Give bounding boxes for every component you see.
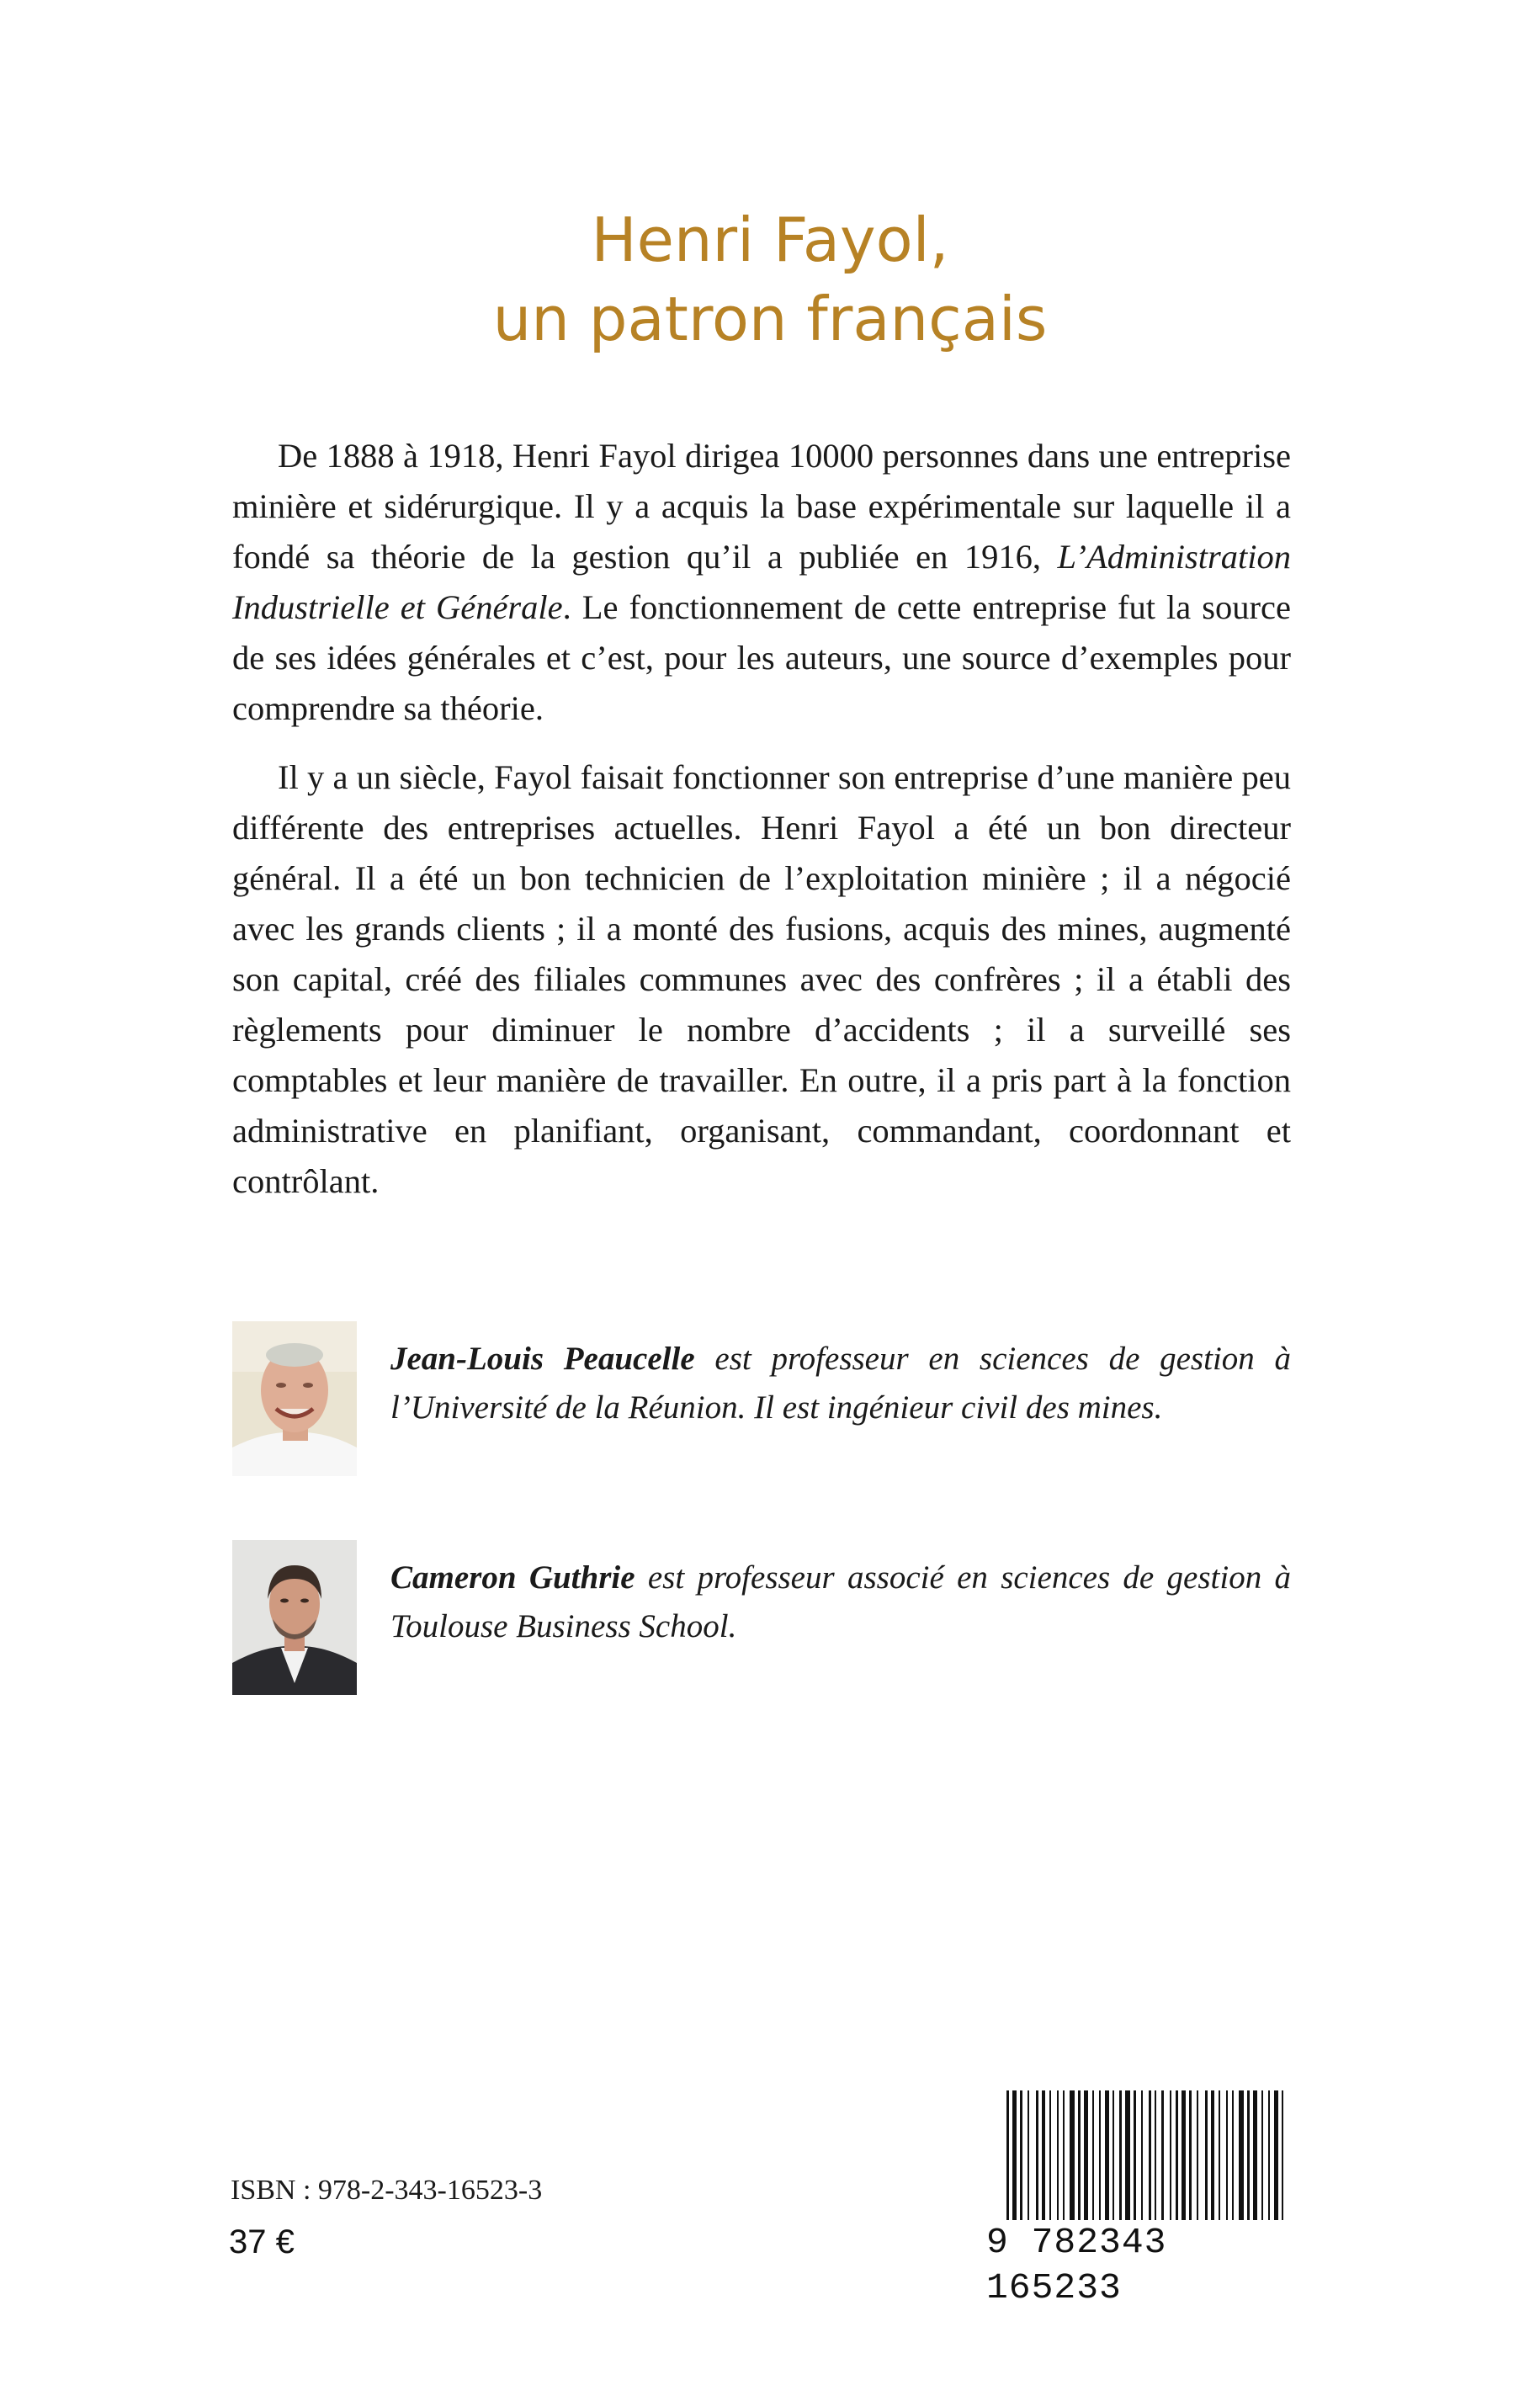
book-title xyxy=(0,200,1540,359)
author-description-2: est professeur associé en sciences de gestion à Toulouse Business School. xyxy=(390,1559,1291,1644)
isbn: ISBN : 978-2-343-16523-3 xyxy=(231,2175,543,2206)
blurb-paragraph-1-end: . Le fonctionnement de cette entreprise fut la source de ses idées générales et c’est, pour les auteurs, une source d’exemples pour comprendre sa théorie. xyxy=(232,588,1291,727)
barcode-digits: 9 782343 165233 xyxy=(981,2220,1299,2311)
author-name-1: Jean-Louis Peaucelle xyxy=(390,1341,695,1377)
author-description-1: est professeur en sciences de gestion à l’Université de la Réunion. Il est ingénieur civil des mines. xyxy=(390,1341,1292,1426)
author-name-2: Cameron Guthrie xyxy=(390,1559,635,1596)
book-reference-title: L’Administration Industrielle et Générale xyxy=(232,538,1291,626)
author-bio-1 xyxy=(390,1335,1291,1432)
author-photo-2 xyxy=(232,1540,357,1695)
author-photo-1 xyxy=(232,1321,357,1476)
blurb-paragraph-1-start: De 1888 à 1918, Henri Fayol dirigea 10000 personnes dans une entreprise minière et sidérurgique. Il y a acquis la base expérimentale sur laquelle il a fondé sa théorie de la gestion qu’il a publiée en 1916, xyxy=(232,437,1291,576)
author-bio-2 xyxy=(390,1554,1291,1651)
back-cover-blurb xyxy=(232,431,1291,1207)
price: 37 € xyxy=(229,2223,295,2260)
blurb-paragraph-2: Il y a un siècle, Fayol faisait fonctionner son entreprise d’une manière peu différente des entreprises actuelles. Henri Fayol a été un bon directeur général. Il a été un bon technicien de l’exploitation minière ; il a négocié avec les grands clients ; il a monté des fusions, acquis des mines, augmenté son capital, créé des filiales communes avec des confrères ; il a établi des règlements pour diminuer le nombre d’accidents ; il a surveillé ses comptables et leur manière de travailler. En outre, il a pris part à la fonction administrative en planifiant, organisant, commandant, coordonnant et contrôlant. xyxy=(232,758,1291,1200)
blurb-paragraph-1 xyxy=(232,431,1291,734)
book-title-line-2: un patron français xyxy=(492,284,1048,355)
book-title-line-1: Henri Fayol, xyxy=(591,205,949,276)
